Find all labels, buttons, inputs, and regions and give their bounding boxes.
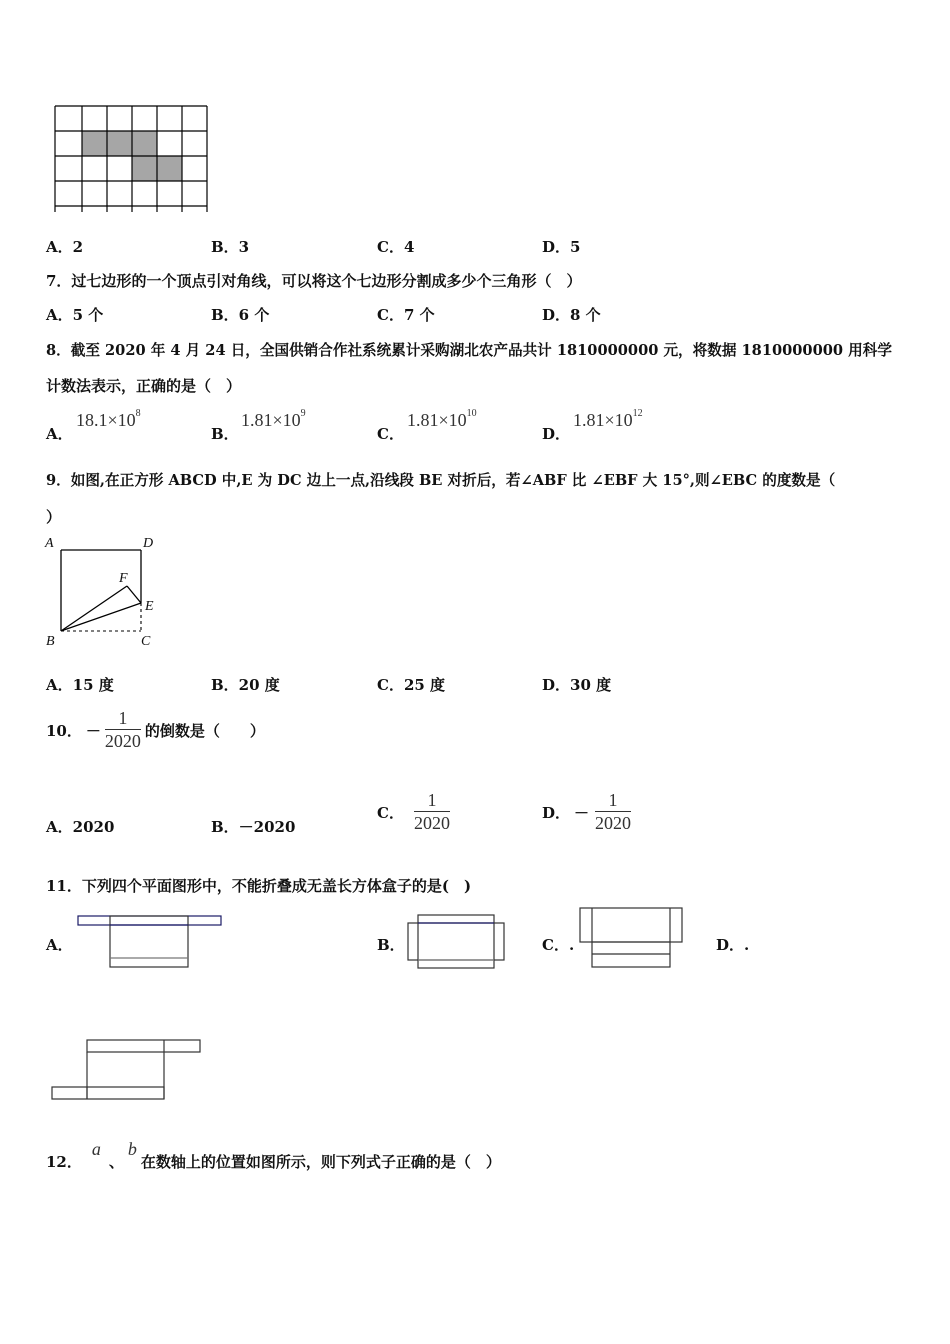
q8-option-a-label[interactable]: A． [46,425,73,443]
q9-label-c: C [141,634,151,649]
q10-option-d-den: 2020 [595,813,632,833]
q8-option-d-exponent: 12 [632,408,643,419]
q10-stem [46,708,265,752]
q9-label-a: A [45,536,54,551]
q10-stem-tail: 的倒数是（ ） [144,721,265,740]
q8-option-b-label[interactable]: B． [211,425,239,443]
q8-option-a-value[interactable] [76,410,141,431]
q8-stem-line2: 计数法表示，正确的是（ ） [46,377,242,395]
q8-option-c-mantissa: 1.81×10 [407,410,467,430]
q10-frac-den: 2020 [104,731,141,751]
q8-option-c-label[interactable]: C． [377,425,404,443]
q8-option-d-value[interactable] [573,410,643,431]
q12-number: 12． [46,1153,82,1171]
q9-option-d[interactable]: D．30 度 [542,676,612,694]
q10-number: 10． [46,721,82,740]
q7-option-a[interactable]: A．5 个 [46,306,104,324]
q11-net-b-figure [405,912,507,972]
q12-sep: 、 [108,1153,124,1171]
q7-option-b[interactable]: B．6 个 [211,306,270,324]
q12-stem [46,1140,501,1174]
q10-option-d-fraction [595,790,631,834]
q8-option-b-exponent: 9 [300,408,306,419]
q10-minus: － [85,721,101,740]
q9-label-f: F [119,571,128,586]
q11-net-d-figure [50,1036,204,1104]
q11-net-a-figure [76,912,226,972]
q8-option-a-exponent: 8 [135,408,141,419]
q8-option-d-label[interactable]: D． [542,425,571,443]
q10-option-c-label: C． [377,803,404,822]
q10-option-a[interactable]: A．2020 [46,818,115,836]
q12-stem-tail: 在数轴上的位置如图所示，则下列式子正确的是（ ） [140,1153,501,1171]
q10-option-b[interactable]: B．－2020 [211,818,296,836]
q9-stem-line1: 9．如图,在正方形 ABCD 中,E 为 DC 边上一点,沿线段 BE 对折后，若∠ABF 比 ∠EBF 大 15°,则∠EBC 的度数是（ [46,472,836,489]
q9-square-figure [40,532,170,652]
q11-option-b[interactable]: B． [377,936,405,954]
q7-option-c[interactable]: C．7 个 [377,306,435,324]
q6-option-a[interactable]: A．2 [46,238,84,256]
q9-option-b[interactable]: B．20 度 [211,676,280,694]
q11-option-a[interactable]: A． [46,936,73,954]
q10-frac-num: 1 [105,708,141,730]
q9-label-b: B [46,634,55,649]
q6-grid-figure [52,104,212,214]
q9-option-a[interactable]: A．15 度 [46,676,114,694]
q10-option-d-label: D． [542,803,571,822]
q11-stem: 11．下列四个平面图形中，不能折叠成无盖长方体盒子的是( ) [46,877,472,895]
q8-option-c-value[interactable] [407,410,477,431]
q10-option-d-minus: － [574,803,590,822]
q8-option-b-mantissa: 1.81×10 [241,410,301,430]
q9-label-d: D [143,536,154,551]
q10-option-c-num: 1 [414,790,450,812]
q8-option-a-mantissa: 18.1×10 [76,410,136,430]
q10-option-d-num: 1 [595,790,631,812]
q12-var-b: b [127,1139,137,1159]
q10-option-c-fraction [414,790,450,834]
q9-option-c[interactable]: C．25 度 [377,676,446,694]
q10-option-c-den: 2020 [413,813,450,833]
q8-option-d-mantissa: 1.81×10 [573,410,633,430]
q10-fraction [105,708,141,752]
q9-label-e: E [145,599,154,614]
q9-stem-line2: ） [46,508,62,526]
q8-stem-line1: 8．截至 2020 年 4 月 24 日，全国供销合作社系统累计采购湖北农产品共计 1810000000 元，将数据 1810000000 用科学 [46,342,892,359]
q11-option-c[interactable]: C．. [542,936,575,954]
q8-option-b-value[interactable] [241,410,306,431]
q7-option-d[interactable]: D．8 个 [542,306,601,324]
q11-option-d[interactable]: D．. [716,936,750,954]
q12-var-a: a [91,1139,101,1159]
q6-option-b[interactable]: B．3 [211,238,250,256]
q6-option-c[interactable]: C．4 [377,238,415,256]
q7-stem: 7．过七边形的一个顶点引对角线，可以将这个七边形分割成多少个三角形（ ） [46,272,582,290]
q10-option-d[interactable] [542,790,631,834]
q10-option-c[interactable] [377,790,450,834]
q8-option-c-exponent: 10 [466,408,477,419]
q6-option-d[interactable]: D．5 [542,238,581,256]
q11-net-c-figure [578,905,688,971]
